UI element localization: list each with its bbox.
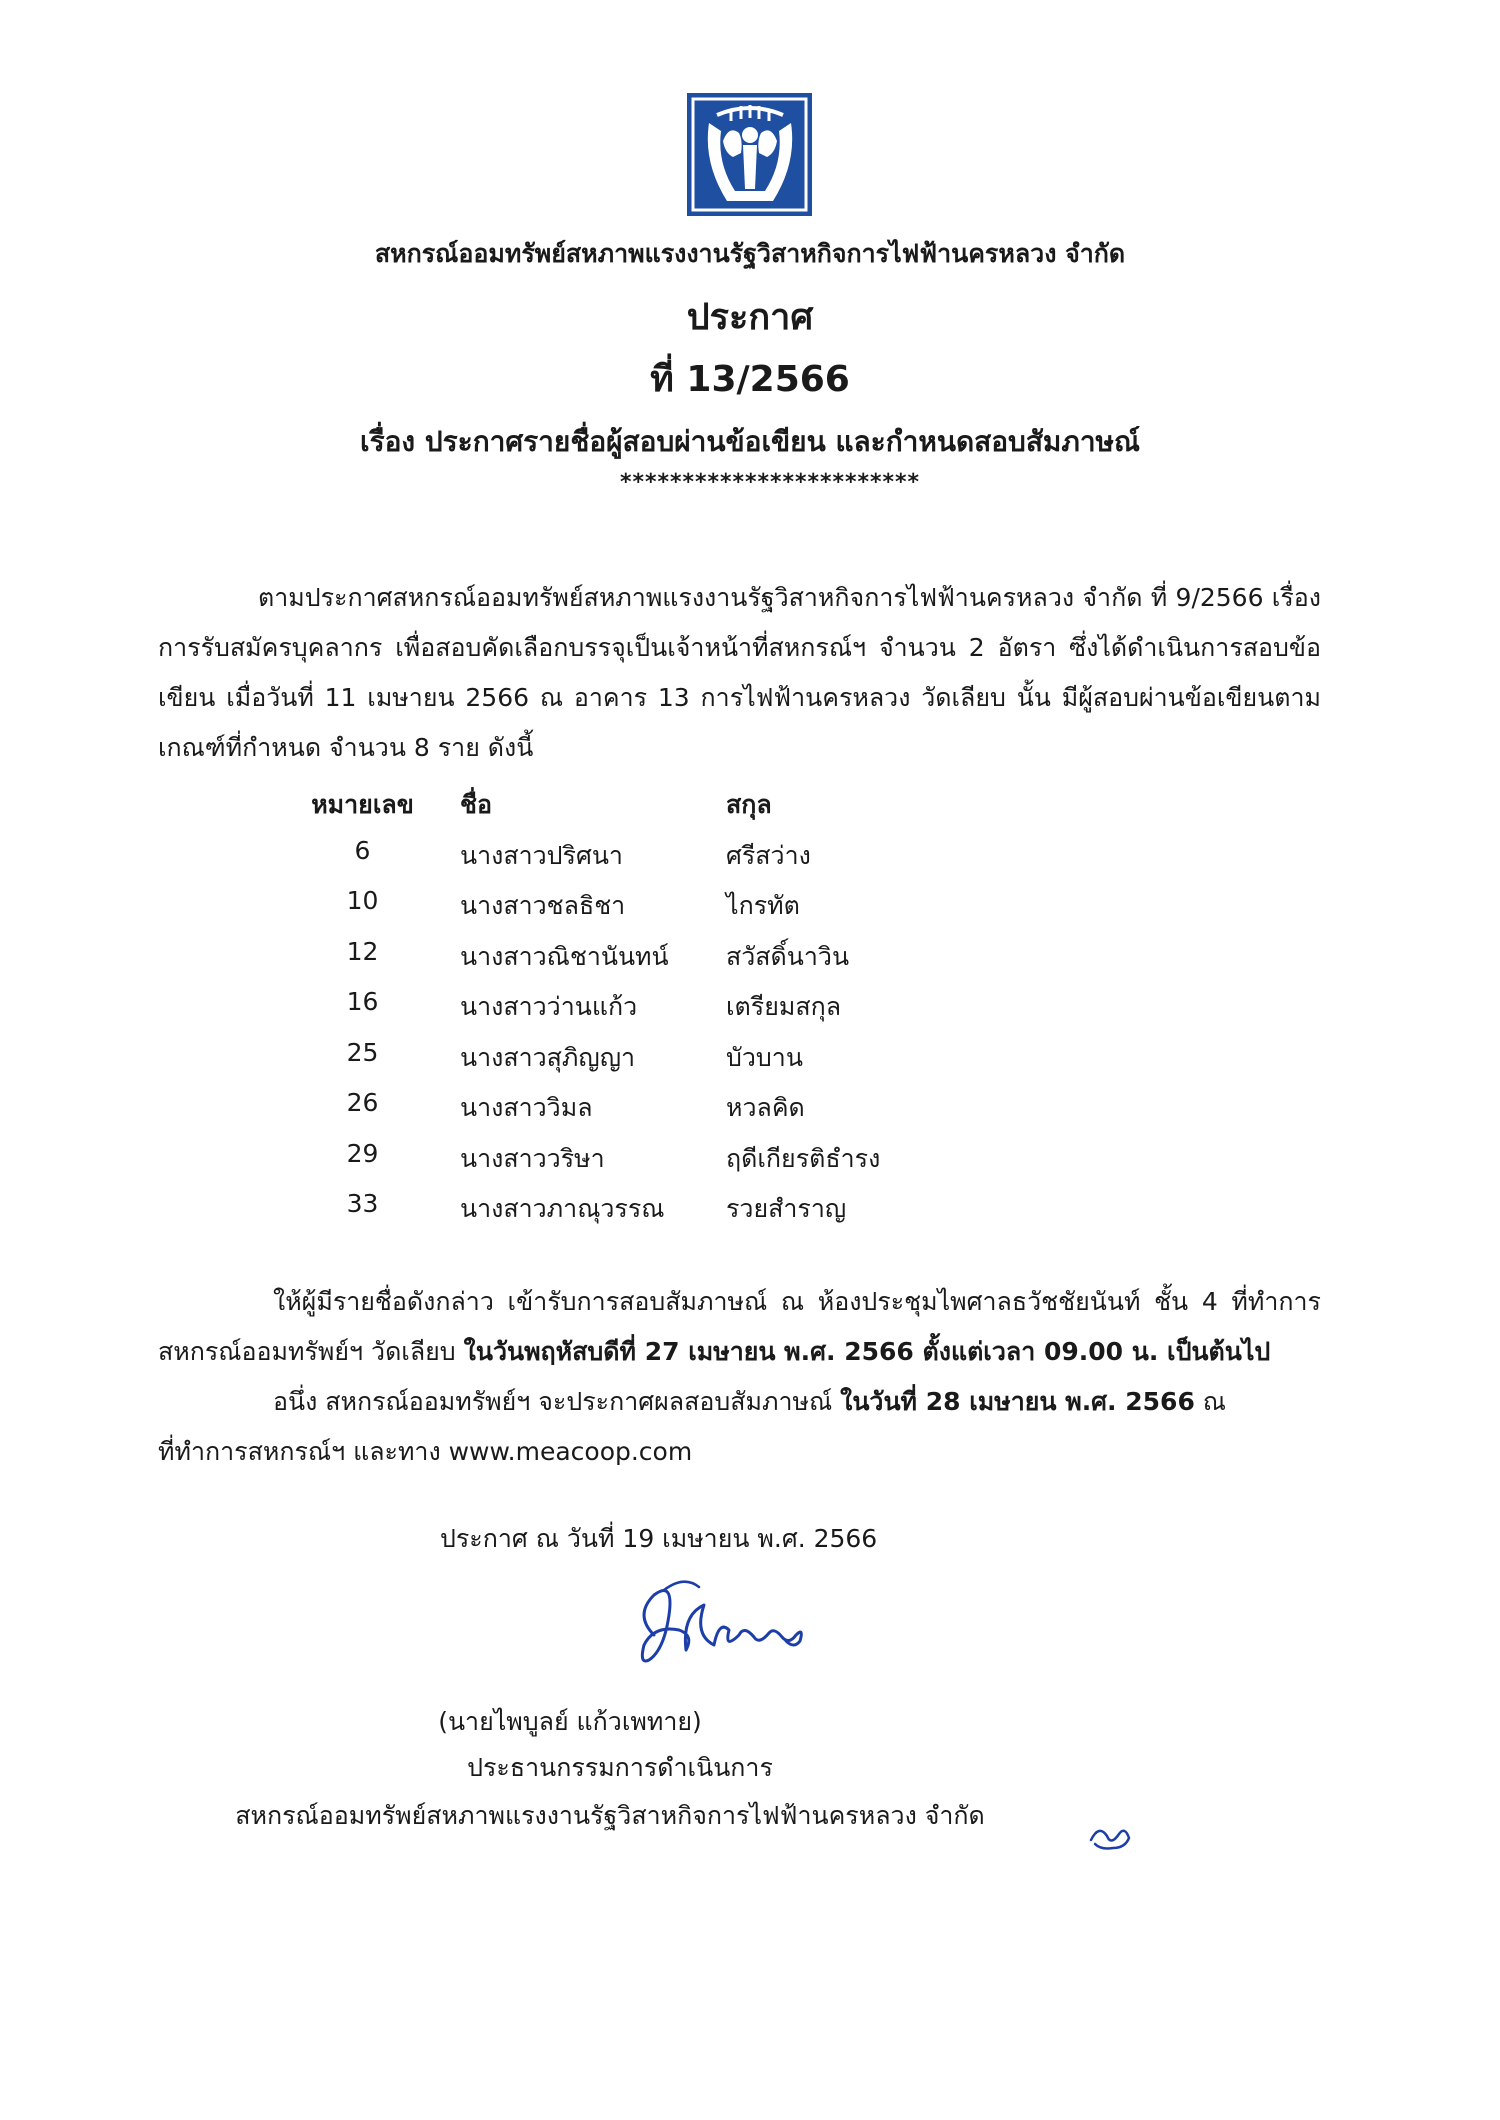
signer-position: ประธานกรรมการดำเนินการ <box>467 1753 773 1782</box>
signer-name: (นายไพบูลย์ แก้วเพทาย) <box>438 1707 702 1736</box>
cell-last-name: ฤดีเกียรติธำรง <box>726 1143 881 1173</box>
cell-last-name: สวัสดิ์นาวิน <box>726 941 850 971</box>
cell-first-name: นางสาวภาณุวรรณ <box>460 1194 665 1223</box>
interview-paragraph <box>158 1277 1321 1377</box>
cell-number: 33 <box>346 1189 379 1218</box>
result-date: ในวันที่ 28 เมษายน พ.ศ. 2566 <box>840 1387 1195 1416</box>
cell-first-name: นางสาวว่านแก้ว <box>460 992 638 1021</box>
cell-last-name: รวยสำราญ <box>726 1194 847 1223</box>
announcement-title: ประกาศ <box>686 297 814 338</box>
result-text: อนึ่ง สหกรณ์ออมทรัพย์ฯ จะประกาศผลสอบสัมภาษณ์ <box>273 1387 841 1416</box>
cell-first-name: นางสาวปริศนา <box>460 840 623 870</box>
cell-number: 16 <box>346 987 379 1016</box>
announcement-subject: เรื่อง ประกาศรายชื่อผู้สอบผ่านข้อเขียน และกำหนดสอบสัมภาษณ์ <box>360 425 1140 458</box>
cell-last-name: บัวบาน <box>726 1042 803 1072</box>
cell-number: 10 <box>346 886 379 915</box>
header-last-name: สกุล <box>726 790 772 819</box>
cell-number: 25 <box>346 1037 379 1067</box>
header-number: หมายเลข <box>311 790 414 819</box>
announcement-date: ประกาศ ณ วันที่ 19 เมษายน พ.ศ. 2566 <box>440 1524 878 1553</box>
cell-first-name: นางสาวณิชานันทน์ <box>460 941 669 971</box>
cell-number: 26 <box>346 1088 379 1117</box>
cell-first-name: นางสาววริษา <box>460 1143 605 1173</box>
cell-number: 6 <box>354 835 371 865</box>
cell-last-name: ศรีสว่าง <box>726 840 811 870</box>
cell-number: 12 <box>346 936 379 966</box>
cell-first-name: นางสาวชลธิชา <box>460 891 626 920</box>
header-first-name: ชื่อ <box>460 790 492 819</box>
signer-organization: สหกรณ์ออมทรัพย์สหภาพแรงงานรัฐวิสาหกิจการไฟฟ้านครหลวง จำกัด <box>235 1801 985 1830</box>
interview-text: ให้ผู้มีรายชื่อดังกล่าว เข้ารับการสอบสัมภาษณ์ ณ ห้องประชุมไพศาลธวัชชัยนันท์ ชั้น 4 ที่ทำการสหกรณ์ออมทรัพย์ฯ วัดเลียบ <box>158 1287 1321 1366</box>
result-location: ณ ที่ทำการสหกรณ์ฯ และทาง www.meacoop.com <box>158 1387 1226 1466</box>
signature-icon <box>624 1575 814 1675</box>
initial-mark-icon <box>1085 1818 1135 1854</box>
cell-first-name: นางสาววิมล <box>460 1093 593 1122</box>
organization-title: สหกรณ์ออมทรัพย์สหภาพแรงงานรัฐวิสาหกิจการไฟฟ้านครหลวง จำกัด <box>374 239 1126 268</box>
announcement-number: ที่ 13/2566 <box>650 359 850 400</box>
interview-date: ในวันพฤหัสบดีที่ 27 เมษายน พ.ศ. 2566 ตั้งแต่เวลา 09.00 น. เป็นต้นไป <box>463 1337 1271 1366</box>
separator-line: ************************ <box>619 470 921 495</box>
cell-last-name: ไกรทัต <box>726 891 800 920</box>
cell-last-name: หวลคิด <box>726 1093 805 1122</box>
cell-first-name: นางสาวสุภิญญา <box>460 1042 636 1072</box>
cell-number: 29 <box>346 1138 379 1168</box>
cooperative-logo-icon <box>687 93 812 216</box>
cell-last-name: เตรียมสกุล <box>726 992 842 1021</box>
result-paragraph <box>158 1377 1321 1477</box>
intro-paragraph: ตามประกาศสหกรณ์ออมทรัพย์สหภาพแรงงานรัฐวิสาหกิจการไฟฟ้านครหลวง จำกัด ที่ 9/2566 เรื่อง การรับสมัครบุคลากร เพื่อสอบคัดเลือกบรรจุเป็นเจ้าหน้าที่สหกรณ์ฯ จำนวน 2 อัตรา ซึ่งได้ดำเนินการสอบข้อเขียน เมื่อวันที่ 11 เมษายน 2566 ณ อาคาร 13 การไฟฟ้านครหลวง วัดเลียบ นั้น มีผู้สอบผ่านข้อเขียนตามเกณฑ์ที่กำหนด จำนวน 8 ราย ดังนี้ <box>158 583 1321 762</box>
